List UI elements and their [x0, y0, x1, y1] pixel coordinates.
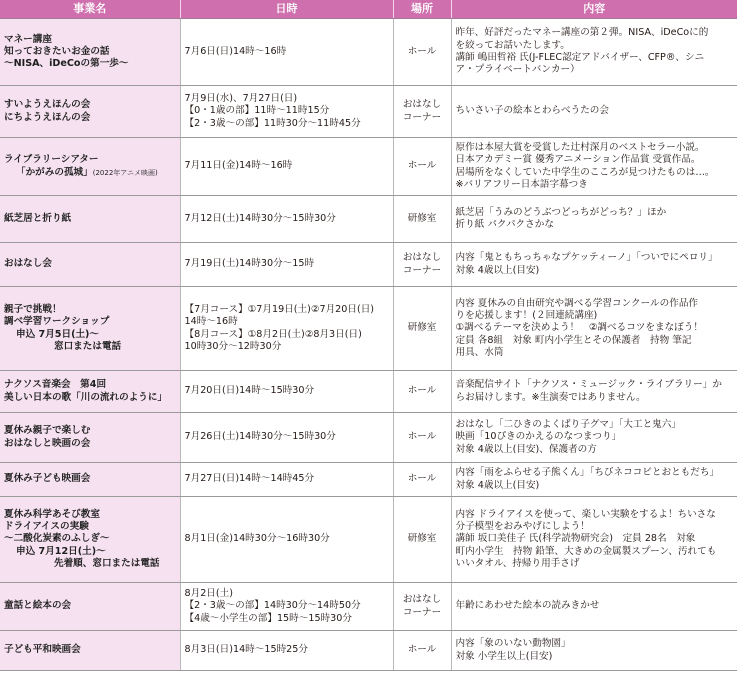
- event-name-line: ～NISA、iDeCoの第一歩～: [4, 58, 129, 70]
- event-datetime-line: 【2・3歳～の部】11時30分～11時45分: [184, 117, 361, 129]
- event-content-line: 対象 4歳以上(目安): [455, 264, 540, 276]
- event-name-cell: [0, 583, 180, 631]
- event-datetime-line: 7月19日(土)14時30分～15時: [184, 258, 315, 270]
- event-datetime-line: 7月26日(土)14時30分～15時30分: [184, 431, 336, 443]
- event-datetime-cell: [180, 287, 393, 371]
- event-name-line: 夏休み科学あそび教室: [4, 508, 100, 520]
- event-content-line: 対象 小学生以上(目安): [455, 650, 553, 662]
- event-content-line: 紙芝居「うみのどうぶつどっちがどっち？」ほか: [455, 206, 667, 218]
- event-datetime-line: 14時～16時: [184, 316, 238, 328]
- event-datetime-line: 7月9日(水)、7月27日(日): [184, 93, 298, 105]
- table-row: [0, 138, 737, 196]
- event-content-line: 内容 夏休みの自由研究や調べる学習コンクールの作品作: [455, 297, 699, 309]
- event-name-cell: [0, 497, 180, 583]
- event-place-cell: [393, 19, 451, 86]
- event-place-line: おはなし: [402, 594, 442, 606]
- table-row: [0, 371, 737, 413]
- event-content-line: 音楽配信サイト「ナクソス・ミュージック・ライブラリー」か: [455, 379, 722, 391]
- event-name-cell: [0, 371, 180, 413]
- event-name-line: ～二酸化炭素のふしぎ～: [4, 533, 110, 545]
- event-datetime-line: 7月20日(日)14時～15時30分: [184, 385, 315, 397]
- event-name-line: おはなし会: [4, 258, 52, 270]
- event-place-line: ホール: [407, 431, 437, 443]
- event-name-line: 「かがみの孤城」: [16, 166, 93, 178]
- event-name-line: 紙芝居と折り紙: [4, 212, 72, 224]
- event-place-line: 研修室: [407, 533, 437, 545]
- table-row: [0, 463, 737, 497]
- event-datetime-line: 8月3日(日)14時～15時25分: [184, 644, 308, 656]
- event-content-line: 対象 4歳以上(目安): [455, 479, 540, 491]
- event-content-cell: [451, 196, 737, 243]
- event-content-line: 原作は本屋大賞を受賞した辻村深月のベストセラー小説。: [455, 141, 705, 153]
- event-apply-line: 申込 7月5日(土)～: [16, 328, 100, 340]
- event-datetime-line: 【0・1歳の部】11時～11時15分: [184, 105, 330, 117]
- event-place-cell: [393, 497, 451, 583]
- event-datetime-line: 7月27日(日)14時～14時45分: [184, 473, 315, 485]
- event-datetime-line: 8月2日(土): [184, 588, 233, 600]
- event-content-line: ア・プライベートバンカー）: [455, 64, 580, 76]
- event-datetime-cell: [180, 243, 393, 287]
- event-content-line: 分子模型をおみやげにしよう！: [455, 521, 590, 533]
- event-content-line: おはなし「二ひきのよくばり子グマ」「大工と鬼六」: [455, 419, 681, 431]
- event-place-cell: [393, 413, 451, 463]
- event-place-cell: [393, 631, 451, 671]
- event-content-line: 町内小学生 持物 鉛筆、大きめの金属製スプーン、汚れても: [455, 545, 717, 557]
- event-content-line: 講師 坂口美佳子 氏(科学読物研究会) 定員 28名 対象: [455, 533, 696, 545]
- event-datetime-line: 【4歳～小学生の部】15時～15時30分: [184, 612, 352, 624]
- event-datetime-line: 【2・3歳～の部】14時30分～14時50分: [184, 600, 361, 612]
- event-name-line: 童話と絵本の会: [4, 600, 72, 612]
- event-datetime-cell: [180, 413, 393, 463]
- event-datetime-line: 【8月コース】①8月2日(土)②8月3日(日): [184, 328, 362, 340]
- event-datetime-cell: [180, 583, 393, 631]
- event-place-line: 研修室: [407, 212, 437, 224]
- event-content-cell: [451, 243, 737, 287]
- event-content-line: 年齢にあわせた絵本の読みきかせ: [455, 600, 600, 612]
- event-place-cell: [393, 243, 451, 287]
- table-row: [0, 19, 737, 86]
- event-place-line: 研修室: [407, 322, 437, 334]
- event-name-line: 知っておきたいお金の話: [4, 45, 110, 57]
- header-datetime: 日時: [180, 0, 393, 19]
- event-datetime-cell: [180, 196, 393, 243]
- event-content-cell: [451, 631, 737, 671]
- event-apply-line: 窓口または電話: [54, 340, 122, 352]
- event-content-cell: [451, 86, 737, 138]
- event-place-line: コーナー: [402, 606, 442, 618]
- event-content-cell: [451, 463, 737, 497]
- event-name-cell: [0, 463, 180, 497]
- event-datetime-line: 10時30分～12時30分: [184, 340, 282, 352]
- event-name-line: 夏休み子ども映画会: [4, 473, 91, 485]
- event-content-line: 対象 4歳以上(目安)、保護者の方: [455, 443, 597, 455]
- table-row: [0, 413, 737, 463]
- event-content-cell: [451, 497, 737, 583]
- event-datetime-cell: [180, 631, 393, 671]
- event-content-line: いいタオル、持帰り用手さげ: [455, 557, 580, 569]
- event-datetime-cell: [180, 19, 393, 86]
- table-row: [0, 196, 737, 243]
- event-datetime-line: 8月1日(金)14時30分～16時30分: [184, 533, 330, 545]
- event-content-cell: [451, 19, 737, 86]
- event-content-line: 居場所をなくしていた中学生のこころが見つけたものは…。: [455, 166, 715, 178]
- event-content-cell: [451, 371, 737, 413]
- event-datetime-cell: [180, 86, 393, 138]
- event-content-cell: [451, 413, 737, 463]
- event-name-line: 親子で挑戦！: [4, 303, 62, 315]
- event-datetime-cell: [180, 371, 393, 413]
- table-row: [0, 287, 737, 371]
- event-place-cell: [393, 583, 451, 631]
- table-row: [0, 583, 737, 631]
- event-place-cell: [393, 287, 451, 371]
- event-place-cell: [393, 371, 451, 413]
- event-content-line: 日本アカデミー賞 優秀アニメーション作品賞 受賞作品。: [455, 154, 701, 166]
- event-name-line: にちようえほんの会: [4, 111, 91, 123]
- event-name-cell: [0, 631, 180, 671]
- table-row: [0, 497, 737, 583]
- event-place-line: ホール: [407, 45, 437, 57]
- event-content-line: 折り紙 パクパクさかな: [455, 219, 554, 230]
- table-body: [0, 19, 737, 671]
- event-name-cell: [0, 287, 180, 371]
- event-datetime-line: 7月11日(金)14時～16時: [184, 160, 293, 172]
- event-apply-line: 申込 7月12日(土)～: [16, 545, 106, 557]
- event-name-line: すいようえほんの会: [4, 99, 91, 111]
- event-content-line: ちいさい子の絵本とわらべうたの会: [455, 105, 609, 117]
- event-content-line: 内容 ドライアイスを使って、楽しい実験をするよ！ちいさな: [455, 508, 716, 520]
- event-content-cell: [451, 138, 737, 196]
- event-place-line: コーナー: [402, 111, 442, 123]
- event-name-cell: [0, 138, 180, 196]
- event-content-line: 内容「鬼ともちっちゃなプケッティーノ」「ついでにペロリ」: [455, 252, 718, 264]
- table-header: [0, 0, 737, 19]
- event-name-line: マネー講座: [4, 33, 52, 45]
- event-content-line: りを応援します！(２回連続講座): [455, 310, 598, 322]
- event-name-line: 美しい日本の歌「川の流れのように」: [4, 391, 168, 403]
- event-content-line: 講師 嶋田哲裕 氏(J-FLEC認定アドバイザー、CFP®、シニ: [455, 52, 705, 63]
- event-name-line: ドライアイスの実験: [4, 521, 89, 533]
- event-name-cell: [0, 196, 180, 243]
- event-name-cell: [0, 413, 180, 463]
- event-name-line: おはなしと映画の会: [4, 437, 91, 449]
- event-name-line: 調べ学習ワークショップ: [4, 316, 110, 328]
- event-place-line: ホール: [407, 160, 437, 172]
- event-datetime-line: 7月12日(土)14時30分～15時30分: [184, 212, 336, 224]
- event-content-line: らお届けします。※生演奏ではありません。: [455, 391, 646, 403]
- event-name-line: 夏休み親子で楽しむ: [4, 425, 91, 437]
- event-datetime-line: 【7月コース】①7月19日(土)②7月20日(日): [184, 303, 375, 315]
- header-event-name: 事業名: [0, 0, 180, 19]
- header-row: [0, 0, 737, 19]
- event-datetime-cell: [180, 138, 393, 196]
- event-name-line: 子ども平和映画会: [4, 644, 81, 656]
- event-content-line: ※バリアフリー日本語字幕つき: [455, 178, 588, 190]
- header-content: 内容: [451, 0, 737, 19]
- event-place-line: ホール: [407, 473, 437, 485]
- event-content-cell: [451, 583, 737, 631]
- event-place-cell: [393, 196, 451, 243]
- event-apply-line: 先着順、窓口または電話: [54, 557, 160, 569]
- event-place-line: おはなし: [402, 99, 442, 111]
- event-datetime-cell: [180, 497, 393, 583]
- event-name-line: ナクソス音楽会 第4回: [4, 379, 107, 391]
- event-name-cell: [0, 86, 180, 138]
- event-content-line: ①調べるテーマを決めよう！ ②調べるコツをまなぼう！: [455, 322, 703, 334]
- event-place-line: ホール: [407, 385, 437, 397]
- event-name-cell: [0, 243, 180, 287]
- event-place-line: コーナー: [402, 264, 442, 276]
- event-content-cell: [451, 287, 737, 371]
- event-place-cell: [393, 138, 451, 196]
- event-content-line: を絞ってお話いたします。: [455, 39, 570, 51]
- table-row: [0, 243, 737, 287]
- table-row: [0, 86, 737, 138]
- event-place-cell: [393, 463, 451, 497]
- event-place-line: おはなし: [402, 252, 442, 264]
- event-name-line: ライブラリーシアター: [4, 154, 99, 166]
- event-name-note: (2022年アニメ映画): [92, 168, 158, 177]
- event-content-line: 内容「象のいない動物園」: [455, 638, 571, 650]
- event-content-line: 内容「雨をふらせる子熊くん」「ちびネココビとおともだち」: [455, 467, 720, 479]
- event-content-line: 定員 各8組 対象 町内小学生とその保護者 持物 筆記: [455, 334, 692, 346]
- header-place: 場所: [393, 0, 451, 19]
- table-row: [0, 631, 737, 671]
- event-datetime-cell: [180, 463, 393, 497]
- event-content-line: 用具、水筒: [455, 346, 504, 358]
- event-place-cell: [393, 86, 451, 138]
- event-content-line: 映画「10ぴきのかえるのなつまつり」: [455, 431, 622, 443]
- event-place-line: ホール: [407, 644, 437, 656]
- event-name-cell: [0, 19, 180, 86]
- event-content-line: 昨年、好評だったマネー講座の第２弾。NISA、iDeCoに的: [455, 27, 709, 39]
- event-datetime-line: 7月6日(日)14時～16時: [184, 45, 287, 57]
